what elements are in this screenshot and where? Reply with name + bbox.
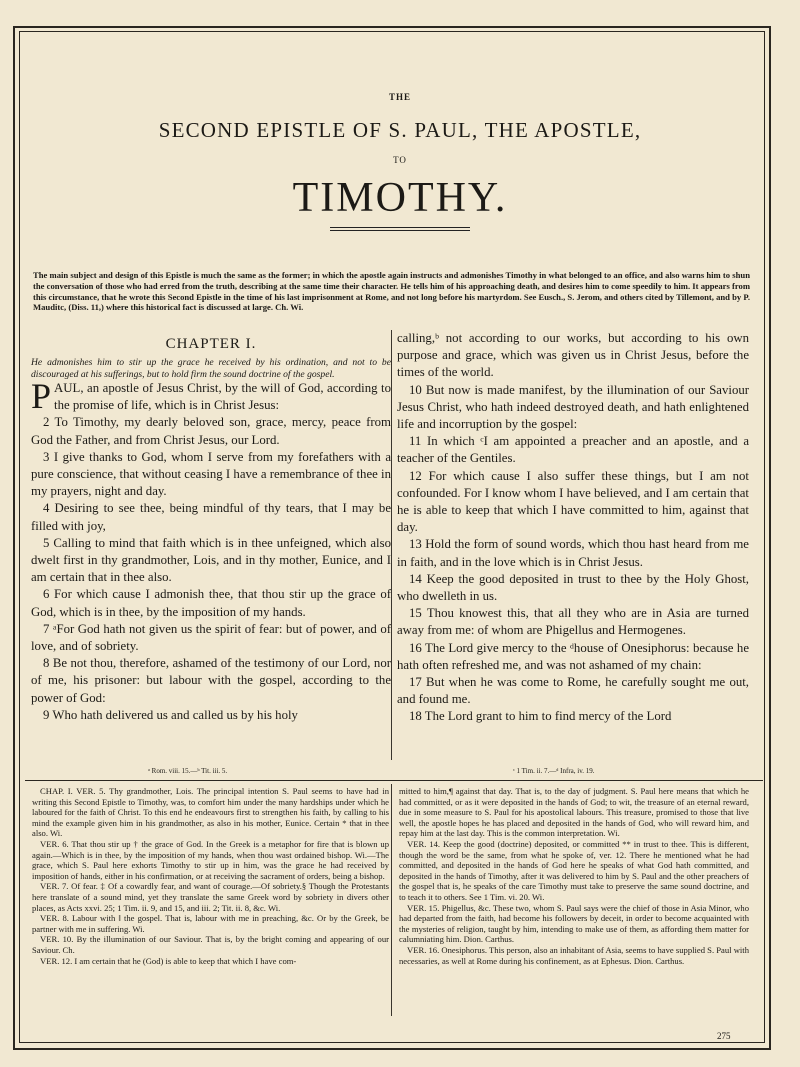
commentary-column-left xyxy=(32,786,389,966)
title-to: TO xyxy=(393,155,407,165)
title-line-1: SECOND EPISTLE OF S. PAUL, THE APOSTLE, xyxy=(158,118,642,142)
verse-9-continued: calling,ᵇ not according to our works, but according to his own purpose and grace, which was given us in Christ Jesus, before the times of the world. xyxy=(397,331,749,380)
note-ver-5: CHAP. I. VER. 5. Thy grandmother, Lois. The principal intention S. Paul seems to have had in writing this Second Epistle to Timothy, was, to comfort him under the many hardships under which he laboured for the faith of Christ. To this end he endeavours first to strengthen his faith, by calling to his mind the example given him in his grandmother, as also in his mother, Eunice. Certain * that in thee also. Wi. xyxy=(32,786,389,839)
verse-9: 9 Who hath delivered us and called us by his holy xyxy=(43,707,298,722)
verse-12: 12 For which cause I also suffer these things, but I am not confounded. For I know whom I have believed, and I am certain that he is able to keep that which I have committed to him, against that day. xyxy=(397,468,749,535)
text-column-right xyxy=(397,330,749,726)
verse-6: 6 For which cause I admonish thee, that thou stir up the grace of God, which is in thee, by the imposition of my hands. xyxy=(31,587,391,619)
cross-references-right: ᶜ 1 Tim. ii. 7.—ᵈ Infra, iv. 19. xyxy=(513,767,595,775)
cross-references-left: ᵃ Rom. viii. 15.—ᵇ Tit. iii. 5. xyxy=(148,767,228,775)
text-column-left xyxy=(31,330,391,724)
verse-11: 11 In which ᶜI am appointed a preacher and an apostle, and a teacher of the Gentiles. xyxy=(397,434,749,466)
verse-2: 2 To Timothy, my dearly beloved son, grace, mercy, peace from God the Father, and from Christ Jesus, our Lord. xyxy=(31,415,391,447)
verse-18: 18 The Lord grant to him to find mercy of the Lord xyxy=(409,709,672,724)
title-line-2: TIMOTHY. xyxy=(292,175,508,221)
note-ver-14: VER. 14. Keep the good (doctrine) deposited, or committed ** in trust to thee. This is different, though the word be the same, from what he spoke of, ver. 12. There he mentioned what he had committed, and deposited in the hands of God here he speaks of what God hath committed, and deposited in the hands of Timothy, after it was delivered to him by S. Paul and the other preachers of the gospel that is, he speaks of the care Timothy must take to preserve the same sound doctrine, and to teach it to others. See 1 Tim. vi. 20. Wi. xyxy=(399,838,749,902)
notes-divider xyxy=(391,784,392,1016)
introduction: The main subject and design of this Epistle is much the same as the former; in which the apostle again instructs and admonishes Timothy in what belonged to an office, and also warns him to shun the conversation of those who had erred from the truth, describing at the same time their character. He tells him of his approaching death, and desires him to come speedily to him. It appears from this circumstance, that he wrote this Second Epistle in the time of his last imprisonment at Rome, and not long before his martyrdom. See Eusch., S. Jerom, and others cited by Tillemont, and by P. Mauditc, (Diss. 11,) where this historical fact is discussed at large. Ch. Wi. xyxy=(33,270,750,313)
verse-1 xyxy=(31,376,391,417)
verse-13: 13 Hold the form of sound words, which thou hast heard from me in faith, and in the love which is in Christ Jesus. xyxy=(397,537,749,569)
verse-16: 16 The Lord give mercy to the ᵈhouse of Onesiphorus: because he hath often refreshed me, and was not ashamed of my chain: xyxy=(397,640,749,672)
note-ver-6: VER. 6. That thou stir up † the grace of God. In the Greek is a metaphor for fire that is blown up again.—Which is in thee, by the imposition of my hands, when thou wast ordained bishop. Wi.—The grace, which S. Paul here exhorts Timothy to stir up in him, was the grace he had received by imposition of hands, either in his confirmation, or at receiving the sacrament of orders, being a bishop. xyxy=(32,838,389,881)
note-ver-16: VER. 16. Onesiphorus. This person, also an inhabitant of Asia, seems to have supplied S. Paul with necessaries, as well at Rome during his confinement, as at Ephesus. Dion. Carthus. xyxy=(399,944,749,966)
page-number: 275 xyxy=(717,1031,731,1041)
commentary-column-right xyxy=(399,786,749,966)
title-block xyxy=(0,92,800,231)
verse-17: 17 But when he was come to Rome, he carefully sought me out, and found me. xyxy=(397,675,749,707)
note-ver-10: VER. 10. By the illumination of our Saviour. That is, by the bright coming and appearing of our Saviour. Ch. xyxy=(32,934,389,955)
drop-cap: P xyxy=(31,376,52,417)
note-ver-15: VER. 15. Phigellus, &c. These two, whom S. Paul says were the chief of those in Asia Minor, who had departed from the faith, had become his followers by deceit, in order to become acquainted with the mysteries of religion, taught by him, intending to make use of them, as affording them matter for calumniating him. Dion. Carthus. xyxy=(399,902,749,945)
notes-rule xyxy=(25,780,763,781)
column-divider xyxy=(391,330,392,760)
note-ver-8: VER. 8. Labour with ‖ the gospel. That is, labour with me in preaching, &c. Or by the Greek, be partner with me in suffering. Wi. xyxy=(32,913,389,934)
note-ver-7: VER. 7. Of fear. ‡ Of a cowardly fear, and want of courage.—Of sobriety.§ Though the Protestants here translate of a sound mind, yet they translate the same Greek word by sobriety in divers other places, as Acts xxvi. 25; 1 Tim. ii. 9, and 15, and iii. 2; Tit. ii. 8, &c. Wi. xyxy=(32,881,389,913)
verse-15: 15 Thou knowest this, that all they who are in Asia are turned away from me: of whom are Phigellus and Hermogenes. xyxy=(397,606,749,638)
verse-10: 10 But now is made manifest, by the illumination of our Saviour Jesus Christ, who hath indeed destroyed death, and hath enlightened life and incorruption by the gospel: xyxy=(397,382,749,432)
verse-5: 5 Calling to mind that faith which is in thee unfeigned, which also dwelt first in thy grandmother, Lois, and in thy mother, Eunice, and I am certain that in thee also. xyxy=(31,535,391,585)
chapter-title: CHAPTER I. xyxy=(165,336,257,352)
verse-8: 8 Be not thou, therefore, ashamed of the testimony of our Lord, nor of me, his prisoner: but labour with the gospel, according to the power of God: xyxy=(31,656,391,705)
verse-1-text: AUL, an apostle of Jesus Christ, by the will of God, according to the promise of life, which is in Christ Jesus: xyxy=(54,381,391,413)
verse-3: 3 I give thanks to God, whom I serve from my forefathers with a pure conscience, that without ceasing I have a remembrance of thee in my prayers, night and day. xyxy=(31,449,391,499)
note-ver-12-continued: mitted to him,¶ against that day. That is, to the day of judgment. S. Paul here means that which he had committed, or as it were deposited in the hands of God; to wit, the treasure of an eternal reward, due in some measure to S. Paul for his apostolical labours. This treasure, promised to those that live well, the apostle hopes he has placed and deposited in the hands of God, who will reward him, and repay him at the last day. This is the common interpretation. Wi. xyxy=(399,786,749,839)
chapter-summary: He admonishes him to stir up the grace he received by his ordination, and not to be discouraged at his sufferings, but to hold firm the sound doctrine of the gospel. xyxy=(31,357,391,380)
title-the: THE xyxy=(388,92,411,102)
verse-14: 14 Keep the good deposited in trust to thee by the Holy Ghost, who dwelleth in us. xyxy=(397,571,749,604)
note-ver-12: VER. 12. I am certain that he (God) is able to keep that which I have com- xyxy=(40,955,297,966)
title-rule xyxy=(330,227,470,231)
verse-7: 7 ᵃFor God hath not given us the spirit of fear: but of power, and of love, and of sobriety. xyxy=(31,621,391,654)
verse-4: 4 Desiring to see thee, being mindful of thy tears, that I may be filled with joy, xyxy=(31,501,391,533)
